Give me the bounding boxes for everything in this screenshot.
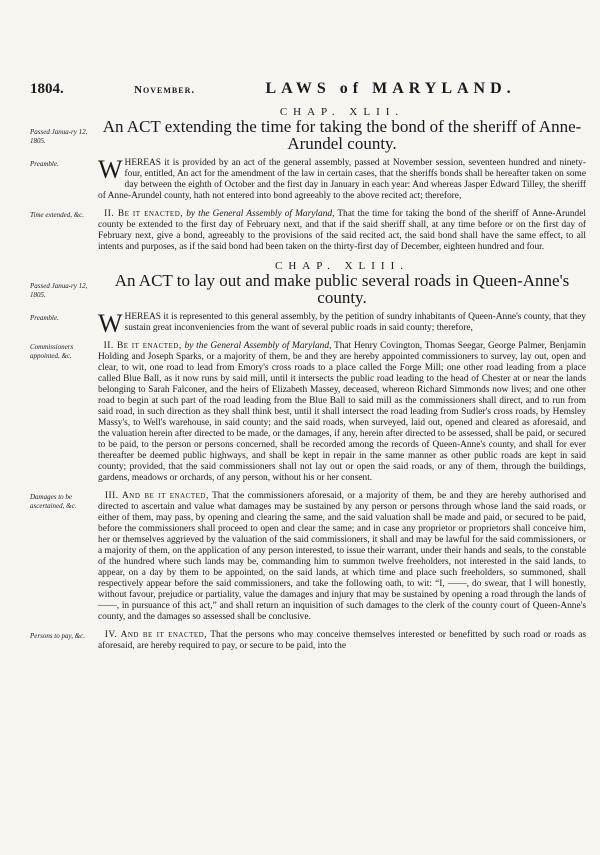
preamble-paragraph [30, 155, 586, 202]
running-header [30, 80, 586, 98]
section-lead: II. Be it enacted, [104, 209, 184, 219]
margin-note-passed: Passed Janua-ry 12, 1805. [30, 128, 88, 145]
chapter-43 [30, 260, 586, 652]
section-text: That the commissioners aforesaid, or a majority of them, be and they are hereby authorised and directed to ascertain and value what damages may be sustained by any person or persons through whose land the said roads, or either of them, may pass, by opening and clearing the same, and the said valuation shall be made and paid, or secured to be paid, before the commissioners shall proceed to open and clear the same; and in case any proprietor or proprietors shall conceive him, her or themselves aggrieved by the valuation of the said commissioners, it shall and may be lawful for the said commissioners, or a majority of them, on the application of any person interested, to issue their warrant, under their hands and seals, to the constable of the hundred where such lands may be, commanding him to summon twelve freeholders, not interested in the said lands, to appear, on a day by them to be appointed, on the said lands, at which time and place such freeholders, so summoned, shall respectively appear before the said commissioners, and take the following oath, to wit: “I, ——, do swear, that I will honestly, without favour, prejudice or partiality, value the damages and injury that may be sustained by opening a road through the lands of ——, in pursuance of this act,” and shall return an inquisition of such damages to the clerk of the county court of Queen-Anne's county, and the damages so assessed shall be conclusive. [98, 491, 586, 622]
chapter-heading: CHAP. XLIII. [274, 260, 410, 272]
chapter-42 [30, 106, 586, 253]
header-title: LAWS of MARYLAND. [265, 80, 516, 97]
section-lead: III. And be it enacted, [104, 491, 209, 501]
margin-note-passed: Passed Janua-ry 12, 1805. [30, 282, 88, 299]
margin-note-section-4: Persons to pay, &c. [30, 632, 86, 640]
drop-cap: W [98, 309, 123, 338]
margin-note-section-2: Time extended, &c. [30, 211, 85, 219]
preamble-paragraph [30, 309, 586, 338]
preamble-text: HEREAS it is provided by an act of the general assembly, passed at November session, seventeen hundred and ninety-four, entitled, An act for the amendment of the law in certain cases, that the sheriffs bonds shall be hereafter taken on some day between the eighth of October and the first day in January in each year: And whereas Jasper Edward Tilley, the sheriff of Anne-Arundel county, hath not entered into bond agreeably to the above recited act; therefore, [98, 158, 586, 201]
section-lead: IV. And be it enacted, [104, 630, 208, 640]
margin-note-preamble: Preamble. [30, 160, 59, 168]
section-2-paragraph [30, 341, 586, 484]
margin-note-section-3: Damages to be ascertained, &c. [30, 493, 77, 510]
drop-cap: W [98, 155, 123, 184]
section-4-paragraph [30, 630, 587, 652]
section-italic: by the General Assembly of Maryland, [186, 209, 335, 219]
section-text: That the time for taking the bond of the sheriff of Anne-Arundel county be extended to the first day of February next, and that if the said sheriff shall, at any time before or on the first day of February next, give a bond, agreeably to the provisions of the said recited act, the said bond shall have the same effect, to all intents and purposes, as if the said bond had been taken on the thirty-first day of December, eighteen hundred and four. [98, 209, 586, 252]
section-text: That Henry Covington, Thomas Seegar, George Palmer, Benjamin Holding and Joseph Sparks, or a majority of them, be and they are hereby appointed commissioners to survey, lay out, open and clear, to wit, one road to lead from Emory's cross roads to a place called the Forge Mill; one other road leading from a place called Blue Ball, as it now runs by said mill, until it intersects the public road leading to the head of Chester at or near the lands belonging to Sarah Falconer, and the heirs of Elizabeth Massey, deceased, whereon Richard Simmonds now lives; and one other road to begin at such part of the road leading from the Blue Ball to said mill as the commissioners shall direct, and to run from said road, in such direction as they shall think best, until it shall intersect the road leading from Sudler's cross roads, by Hemsley Massy's, to Well's warehouse, in said county; and the said roads, when surveyed, laid out, opened and cleared as aforesaid, and the valuation herein after directed to be made, or the damages, if any, herein after directed to be assessed, shall be paid, or secured to be paid, to the person or persons concerned, shall be recorded among the records of Queen-Anne's county, and shall for ever thereafter be deemed public highways, and shall be kept in repair in the same manner as other public roads are kept in said county; provided, that the said commissioners shall not lay out or open the said roads, or any of them, through the buildings, gardens, meadows or orchards, of any person, without his or her consent. [98, 341, 586, 483]
header-month: November. [134, 84, 196, 96]
margin-note-preamble: Preamble. [30, 314, 59, 322]
act-title: An ACT to lay out and make public several roads in Queen-Anne's county. [114, 271, 570, 307]
margin-note-section-2: Commissioners appointed, &c. [30, 343, 74, 360]
chapter-heading: CHAP. XLII. [279, 106, 405, 118]
act-title: An ACT extending the time for taking the bond of the sheriff of Anne-Arundel county. [102, 117, 582, 153]
preamble-text: HEREAS it is represented to this general assembly, by the petition of sundry inhabitants of Queen-Anne's county, that they sustain great inconveniencies from the want of several public roads in said county; therefore, [124, 312, 586, 333]
section-2-paragraph [30, 209, 586, 253]
header-year: 1804. [30, 81, 64, 97]
section-3-paragraph [30, 491, 586, 623]
section-lead: II. Be it enacted, [103, 341, 182, 351]
section-italic: by the General Assembly of Maryland, [184, 341, 332, 351]
section-text: That the persons who may conceive themselves interested or benefitted by such road or roads as aforesaid, are hereby required to pay, or secure to be paid, into the [98, 630, 587, 651]
